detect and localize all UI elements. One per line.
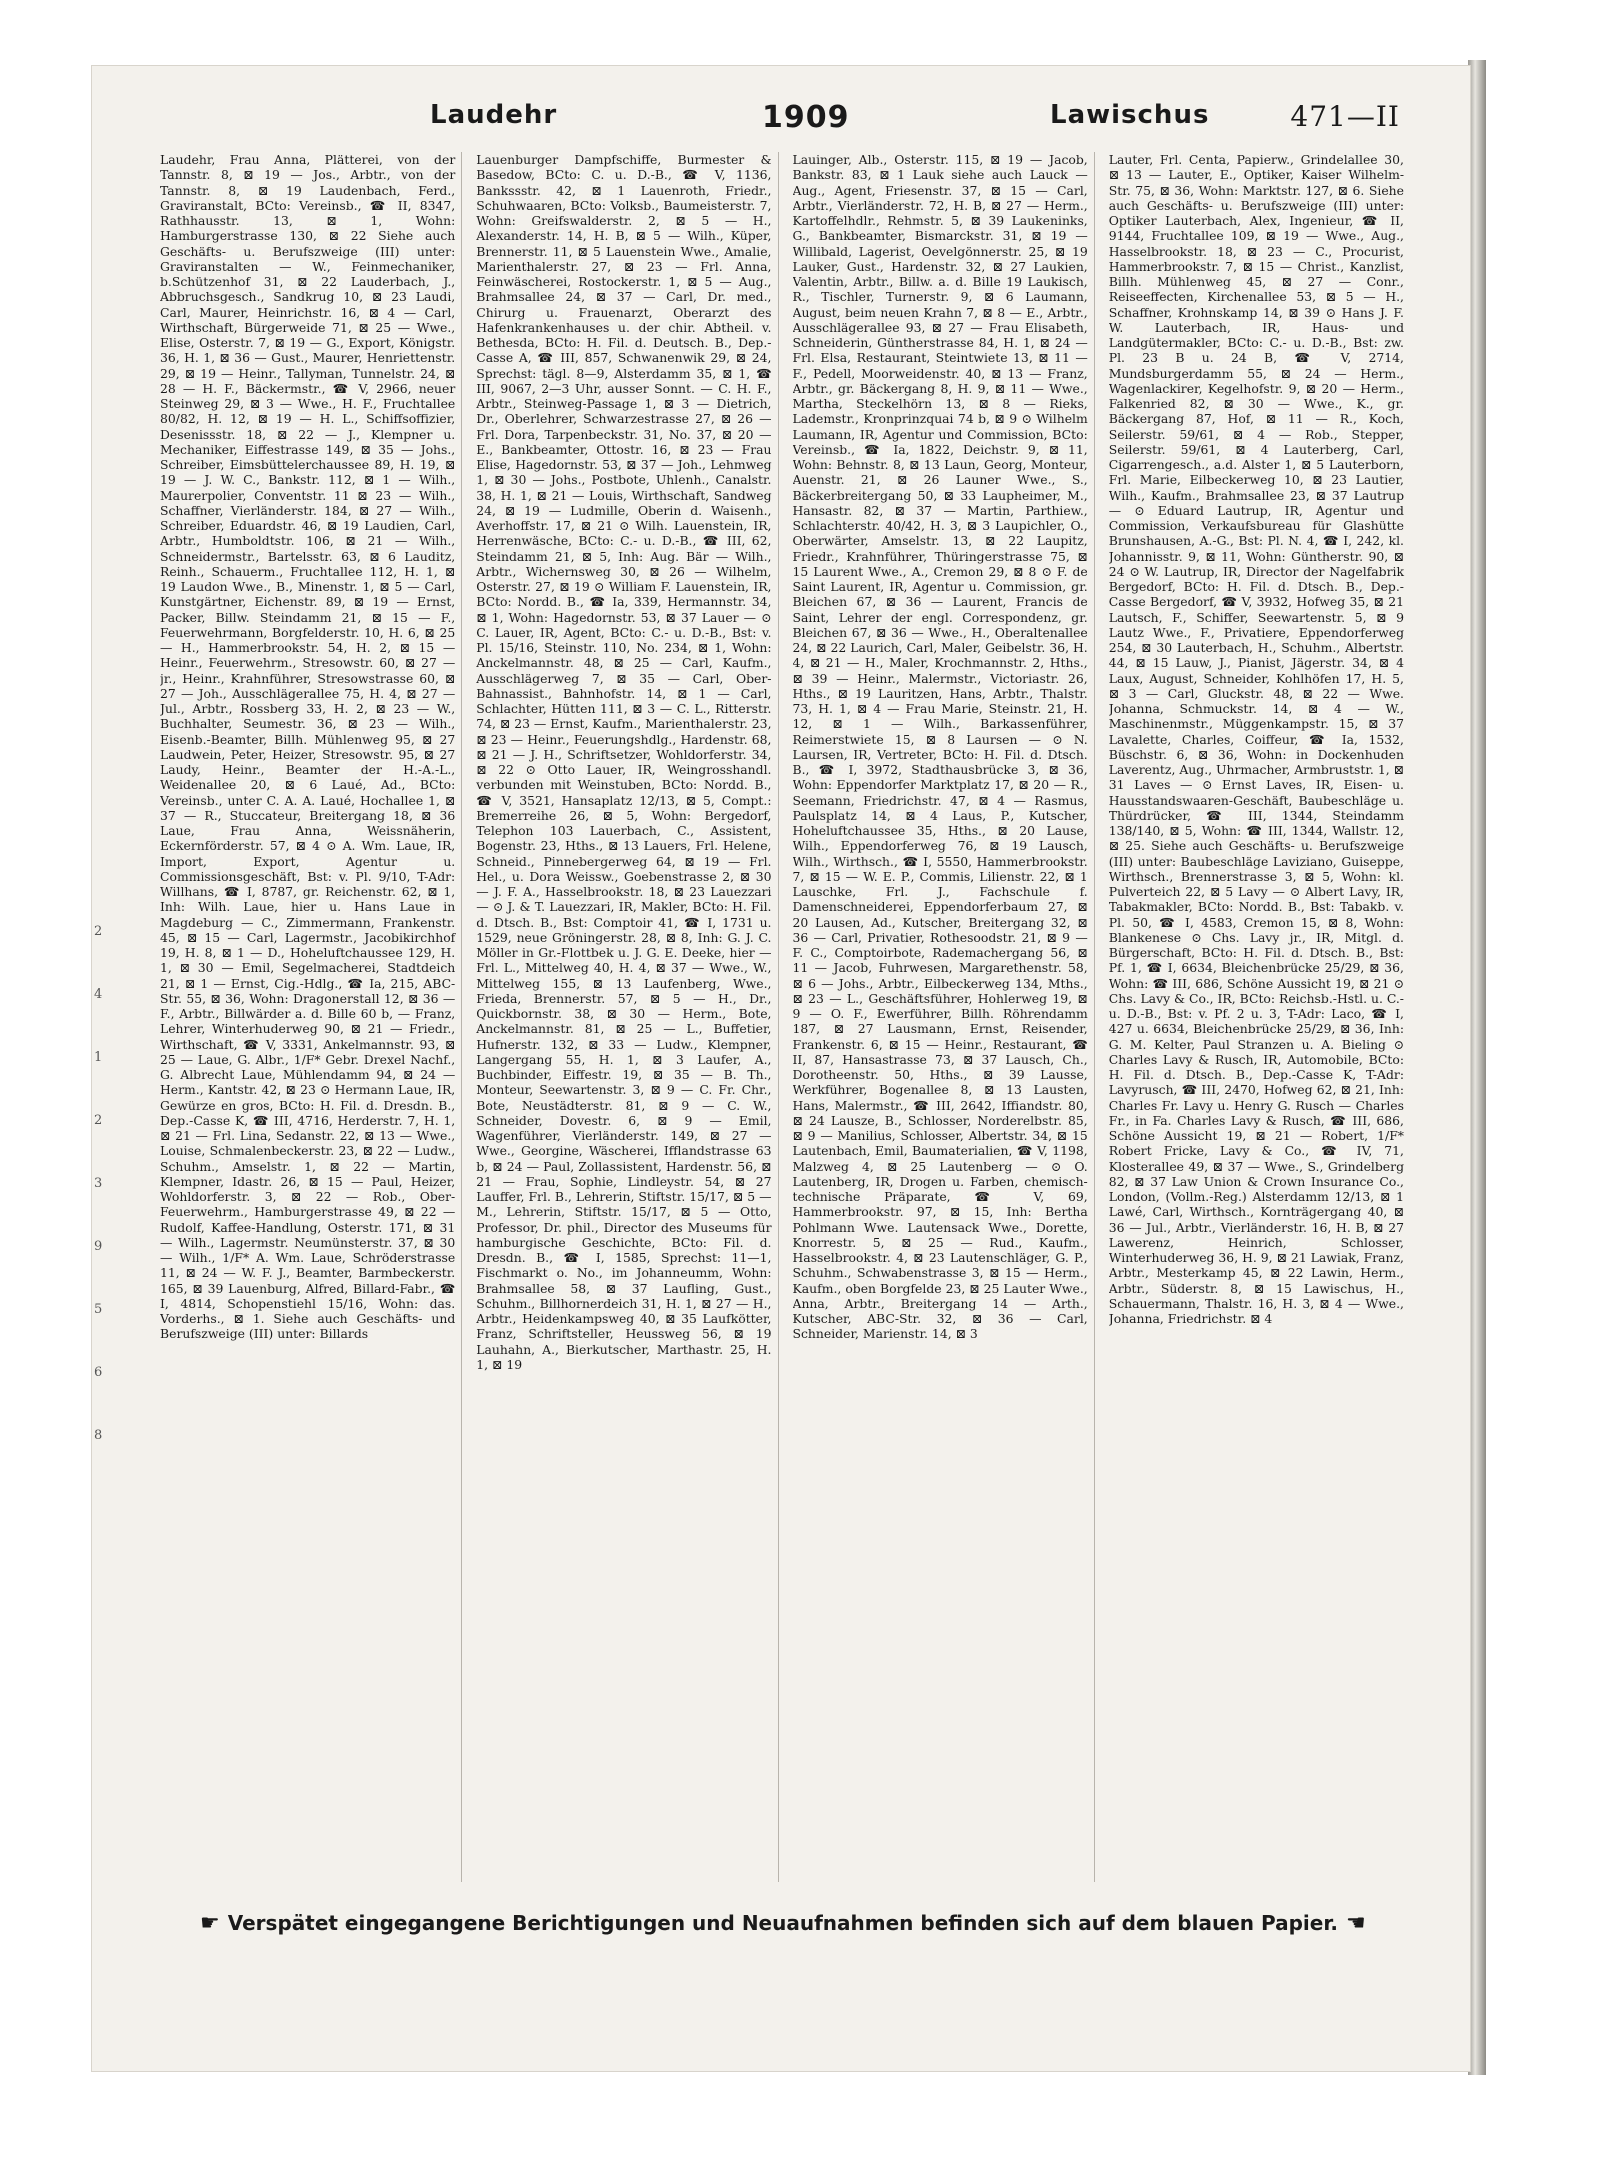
directory-columns (160, 152, 1410, 1882)
margin-mark: 2 (94, 1113, 103, 1128)
column-1-text: Laudehr, Frau Anna, Plätterei, von der Tannstr. 8, ⊠ 19 — Jos., Arbtr., von der Tannstr. 8, ⊠ 19 Laudenbach, Ferd., Graviranstalt, BCto: Vereinsb., ☎ II, 8347, Rathhausstr. 13, ⊠ 1, Wohn: Hamburgerstrasse 130, ⊠ 22 Siehe auch Geschäfts- u. Berufszweige (III) unter: Graviranstalten — W., Feinmechaniker, b.Schützenhof 31, ⊠ 22 Lauderbach, J., Abbruchsgesch., Sandkrug 10, ⊠ 23 Laudi, Carl, Maurer, Heinrichstr. 16, ⊠ 4 — Carl, Wirthschaft, Bürgerweide 71, ⊠ 25 — Wwe., Elise, Osterstr. 7, ⊠ 19 — G., Export, Königstr. 36, H. 1, ⊠ 36 — Gust., Maurer, Henriettenstr. 29, ⊠ 19 — Heinr., Tallyman, Tunnelstr. 24, ⊠ 28 — H. F., Bäckermstr., ☎ V, 2966, neuer Steinweg 29, ⊠ 3 — Wwe., H. F., Fruchtallee 80/82, H. 12, ⊠ 19 — H. L., Schiffsoffizier, Desenissstr. 18, ⊠ 22 — J., Klempner u. Mechaniker, Eiffestrasse 149, ⊠ 35 — Johs., Schreiber, Eimsbüttelerchaussee 89, H. 19, ⊠ 19 — J. W. C., Bankstr. 112, ⊠ 1 — Wilh., Maurerpolier, Conventstr. 11 ⊠ 23 — Wilh., Schaffner, Vierländerstr. 184, ⊠ 27 — Wilh., Schreiber, Eduardstr. 46, ⊠ 19 Laudien, Carl, Arbtr., Humboldtstr. 106, ⊠ 21 — Wilh., Schneidermstr., Bartelsstr. 63, ⊠ 6 Lauditz, Reinh., Schauerm., Fruchtallee 112, H. 1, ⊠ 19 Laudon Wwe., B., Minenstr. 1, ⊠ 5 — Carl, Kunstgärtner, Eichenstr. 89, ⊠ 19 — Ernst, Packer, Billw. Steindamm 21, ⊠ 15 — F., Feuerwehrmann, Borgfelderstr. 10, H. 6, ⊠ 25 — H., Hammerbrookstr. 54, H. 2, ⊠ 15 — Heinr., Feuerwehrm., Stresowstr. 60, ⊠ 27 — jr., Heinr., Krahnführer, Stresowstrasse 60, ⊠ 27 — Joh., Ausschlägerallee 75, H. 4, ⊠ 27 — Jul., Arbtr., Rossberg 33, H. 2, ⊠ 23 — W., Buchhalter, Seumestr. 36, ⊠ 23 — Wilh., Eisenb.-Beamter, Billh. Mühlenweg 95, ⊠ 27 Laudwein, Peter, Heizer, Stresowstr. 95, ⊠ 27 Laudy, Heinr., Beamter der H.-A.-L., Weidenallee 20, ⊠ 6 Laué, Ad., BCto: Vereinsb., unter C. A. A. Laué, Hochallee 1, ⊠ 37 — R., Stuccateur, Breitergang 18, ⊠ 36 Laue, Frau Anna, Weissnäherin, Eckernförderstr. 57, ⊠ 4 ⊙ A. Wm. Laue, IR, Import, Export, Agentur u. Commissionsgeschäft, Bst: v. Pl. 9/10, T-Adr: Willhans, ☎ I, 8787, gr. Reichenstr. 62, ⊠ 1, Inh: Wilh. Laue, hier u. Hans Laue in Magdeburg — C., Zimmermann, Frankenstr. 45, ⊠ 15 — Carl, Lagermstr., Jacobikirchhof 19, H. 8, ⊠ 1 — D., Hoheluftchaussee 129, H. 1, ⊠ 30 — Emil, Segelmacherei, Stadtdeich 21, ⊠ 1 — Ernst, Cig.-Hdlg., ☎ Ia, 215, ABC-Str. 55, ⊠ 36, Wohn: Dragonerstall 12, ⊠ 36 — F., Arbtr., Billwärder a. d. Bille 60 b, — Franz, Lehrer, Winterhuderweg 90, ⊠ 21 — Friedr., Wirthschaft, ☎ V, 3331, Ankelmannstr. 93, ⊠ 25 — Laue, G. Albr., 1/F* Gebr. Drexel Nachf., G. Albrecht Laue, Mühlendamm 94, ⊠ 24 — Herm., Kantstr. 42, ⊠ 23 ⊙ Hermann Laue, IR, Gewürze en gros, BCto: H. Fil. d. Dresdn. B., Dep.-Casse K, ☎ III, 4716, Herderstr. 7, H. 1, ⊠ 21 — Frl. Lina, Sedanstr. 22, ⊠ 13 — Wwe., Louise, Schmalenbeckerstr. 23, ⊠ 22 — Ludw., Schuhm., Amselstr. 1, ⊠ 22 — Martin, Klempner, Idastr. 26, ⊠ 15 — Paul, Heizer, Wohldorferstr. 3, ⊠ 22 — Rob., Ober-Feuerwehrm., Hamburgerstrasse 49, ⊠ 22 — Rudolf, Kaffee-Handlung, Osterstr. 171, ⊠ 31 — Wilh., Lagermstr. Neumünsterstr. 37, ⊠ 30 — Wilh., 1/F* A. Wm. Laue, Schröderstrasse 11, ⊠ 24 — W. F. J., Beamter, Barmbeckerstr. 165, ⊠ 39 Lauenburg, Alfred, Billard-Fabr., ☎ I, 4814, Schopenstiehl 15/16, Wohn: das. Vorderhs., ⊠ 1. Siehe auch Geschäfts- und Berufszweige (III) unter: Billards (160, 152, 456, 1342)
column-2-text: Lauenburger Dampfschiffe, Burmester & Basedow, BCto: C. u. D.-B., ☎ V, 1136, Bankssstr. 42, ⊠ 1 Lauenroth, Friedr., Schuhwaaren, BCto: Volksb., Baumeisterstr. 7, Wohn: Greifswalderstr. 2, ⊠ 5 — H., Alexanderstr. 14, H. B, ⊠ 5 — Wilh., Küper, Brennerstr. 11, ⊠ 5 Lauenstein Wwe., Amalie, Marienthalerstr. 27, ⊠ 23 — Frl. Anna, Feinwäscherei, Rostockerstr. 1, ⊠ 5 — Aug., Brahmsallee 24, ⊠ 37 — Carl, Dr. med., Chirurg u. Frauenarzt, Oberarzt des Hafenkrankenhauses u. der chir. Abtheil. v. Bethesda, BCto: H. Fil. d. Deutsch. B., Dep.-Casse A, ☎ III, 857, Schwanenwik 29, ⊠ 24, Sprechst: tägl. 8—9, Alsterdamm 35, ⊠ 1, ☎ III, 9067, 2—3 Uhr, ausser Sonnt. — C. H. F., Arbtr., Steinweg-Passage 1, ⊠ 3 — Dietrich, Dr., Oberlehrer, Schwarzestrasse 27, ⊠ 26 — Frl. Dora, Tarpenbeckstr. 31, No. 37, ⊠ 20 — E., Bankbeamter, Ottostr. 16, ⊠ 23 — Frau Elise, Hagedornstr. 53, ⊠ 37 — Joh., Lehmweg 1, ⊠ 30 — Johs., Postbote, Uhlenh., Canalstr. 38, H. 1, ⊠ 21 — Louis, Wirthschaft, Sandweg 24, ⊠ 19 — Ludmille, Oberin d. Waisenh., Averhoffstr. 17, ⊠ 21 ⊙ Wilh. Lauenstein, IR, Herrenwäsche, BCto: C.- u. D.-B., ☎ III, 62, Steindamm 21, ⊠ 5, Inh: Aug. Bär — Wilh., Arbtr., Wichernsweg 30, ⊠ 26 — Wilhelm, Osterstr. 27, ⊠ 19 ⊙ William F. Lauenstein, IR, BCto: Nordd. B., ☎ Ia, 339, Hermannstr. 34, ⊠ 1, Wohn: Hagedornstr. 53, ⊠ 37 Lauer — ⊙ C. Lauer, IR, Agent, BCto: C.- u. D.-B., Bst: v. Pl. 15/16, Steinstr. 110, No. 234, ⊠ 1, Wohn: Anckelmannstr. 48, ⊠ 25 — Carl, Kaufm., Ausschlägerweg 7, ⊠ 35 — Carl, Ober-Bahnassist., Bahnhofstr. 14, ⊠ 1 — Carl, Schlachter, Hütten 111, ⊠ 3 — C. L., Ritterstr. 74, ⊠ 23 — Ernst, Kaufm., Marienthalerstr. 23, ⊠ 23 — Heinr., Feuerungshdlg., Hardenstr. 68, ⊠ 21 — J. H., Schriftsetzer, Wohldorferstr. 34, ⊠ 22 ⊙ Otto Lauer, IR, Weingrosshandl. verbunden mit Weinstuben, BCto: Nordd. B., ☎ V, 3521, Hansaplatz 12/13, ⊠ 5, Compt.: Bremerreihe 26, ⊠ 5, Wohn: Bergedorf, Telephon 103 Lauerbach, C., Assistent, Bogenstr. 23, Hths., ⊠ 13 Lauers, Frl. Helene, Schneid., Pinnebergerweg 64, ⊠ 19 — Frl. Hel., u. Dora Weissw., Goebenstrasse 2, ⊠ 30 — J. F. A., Hasselbrookstr. 18, ⊠ 23 Lauezzari — ⊙ J. & T. Lauezzari, IR, Makler, BCto: H. Fil. d. Dtsch. B., Bst: Comptoir 41, ☎ I, 1731 u. 1529, neue Gröningerstr. 28, ⊠ 8, Inh: G. J. C. Möller in Gr.-Flottbek u. J. G. E. Deeke, hier — Frl. L., Mittelweg 40, H. 4, ⊠ 37 — Wwe., W., Mittelweg 155, ⊠ 13 Laufenberg, Wwe., Frieda, Brennerstr. 57, ⊠ 5 — H., Dr., Quickbornstr. 38, ⊠ 30 — Herm., Bote, Anckelmannstr. 81, ⊠ 25 — L., Buffetier, Hufnerstr. 132, ⊠ 33 — Ludw., Klempner, Langergang 55, H. 1, ⊠ 3 Laufer, A., Buchbinder, Eiffestr. 19, ⊠ 35 — B. Th., Monteur, Seewartenstr. 3, ⊠ 9 — C. Fr. Chr., Bote, Neustädterstr. 81, ⊠ 9 — C. W., Schneider, Dovestr. 6, ⊠ 9 — Emil, Wagenführer, Vierländerstr. 149, ⊠ 27 — Wwe., Georgine, Wäscherei, Ifflandstrasse 63 b, ⊠ 24 — Paul, Zollassistent, Hardenstr. 56, ⊠ 21 — Frau, Sophie, Lindleystr. 54, ⊠ 27 Lauffer, Frl. B., Lehrerin, Stiftstr. 15/17, ⊠ 5 — M., Lehrerin, Stiftstr. 15/17, ⊠ 5 — Otto, Professor, Dr. phil., Director des Museums für hamburgische Geschichte, BCto: Fil. d. Dresdn. B., ☎ I, 1585, Sprechst: 11—1, Fischmarkt o. No., im Johanneumm, Wohn: Brahmsallee 58, ⊠ 37 Laufling, Gust., Schuhm., Billhornerdeich 31, H. 1, ⊠ 27 — H., Arbtr., Heidenkampsweg 40, ⊠ 35 Laufkötter, Franz, Schriftsteller, Heussweg 56, ⊠ 19 Lauhahn, A., Bierkutscher, Marthastr. 25, H. 1, ⊠ 19 (476, 152, 772, 1372)
running-header (150, 100, 1400, 140)
margin-mark: 8 (94, 1428, 103, 1443)
page-edge-shadow (1468, 60, 1486, 2075)
page-number: 471—II (1290, 100, 1400, 133)
column-2 (476, 152, 778, 1882)
pointing-hand-icon: ☛ (200, 1910, 220, 1936)
margin-mark: 4 (94, 987, 103, 1002)
left-margin-marks (94, 900, 118, 1467)
margin-mark: 6 (94, 1365, 103, 1380)
margin-mark: 9 (94, 1239, 103, 1254)
footer-text: Verspätet eingegangene Berichtigungen und Neuaufnahmen befinden sich auf dem blauen Papier. (227, 1911, 1338, 1935)
header-left-word: Laudehr (430, 100, 558, 130)
header-year: 1909 (762, 100, 850, 135)
column-3 (793, 152, 1095, 1882)
header-right-word: Lawischus (1050, 100, 1210, 130)
column-4 (1109, 152, 1410, 1882)
column-1 (160, 152, 462, 1882)
footer-notice (200, 1905, 1400, 1941)
margin-mark: 2 (94, 924, 103, 939)
margin-mark: 5 (94, 1302, 103, 1317)
column-4-text: Lauter, Frl. Centa, Papierw., Grindelallee 30, ⊠ 13 — Lauter, E., Optiker, Kaiser Wilhelm-Str. 75, ⊠ 36, Wohn: Marktstr. 127, ⊠ 6. Siehe auch Geschäfts- u. Berufszweige (III) unter: Optiker Lauterbach, Alex, Ingenieur, ☎ II, 9144, Fruchtallee 109, ⊠ 19 — Wwe., Aug., Hasselbrookstr. 18, ⊠ 23 — C., Procurist, Hammerbrookstr. 7, ⊠ 15 — Christ., Kanzlist, Billh. Mühlenweg 45, ⊠ 27 — Conr., Reiseeffecten, Kirchenallee 53, ⊠ 5 — H., Schaffner, Krohnskamp 14, ⊠ 39 ⊙ Hans J. F. W. Lauterbach, IR, Haus- und Landgütermakler, BCto: C.- u. D.-B., Bst: zw. Pl. 23 B u. 24 B, ☎ V, 2714, Mundsburgerdamm 55, ⊠ 24 — Herm., Wagenlackirer, Kegelhofstr. 9, ⊠ 20 — Herm., Falkenried 82, ⊠ 30 — Wwe., K., gr. Bäckergang 87, Hof, ⊠ 11 — R., Koch, Seilerstr. 59/61, ⊠ 4 — Rob., Stepper, Seilerstr. 59/61, ⊠ 4 Lauterberg, Carl, Cigarrengesch., a.d. Alster 1, ⊠ 5 Lauterborn, Frl. Marie, Eilbeckerweg 10, ⊠ 23 Lautier, Wilh., Kaufm., Brahmsallee 23, ⊠ 37 Lautrup — ⊙ Eduard Lautrup, IR, Agentur und Commission, Verkaufsbureau für Glashütte Brunshausen, A.-G., Bst: Pl. N. 4, ☎ I, 242, kl. Johannisstr. 9, ⊠ 11, Wohn: Güntherstr. 90, ⊠ 24 ⊙ W. Lautrup, IR, Director der Nagelfabrik Bergedorf, BCto: H. Fil. d. Dtsch. B., Dep.-Casse Bergedorf, ☎ V, 3932, Hofweg 35, ⊠ 21 Lautsch, F., Schiffer, Seewartenstr. 5, ⊠ 9 Lautz Wwe., F., Privatiere, Eppendorferweg 254, ⊠ 30 Lauterbach, H., Schuhm., Albertstr. 44, ⊠ 15 Lauw, J., Pianist, Jägerstr. 34, ⊠ 4 Laux, August, Schneider, Kohlhöfen 17, H. 5, ⊠ 3 — Carl, Gluckstr. 48, ⊠ 22 — Wwe. Johanna, Schmuckstr. 14, ⊠ 4 — W., Maschinenmstr., Müggenkampstr. 15, ⊠ 37 Lavalette, Charles, Coiffeur, ☎ Ia, 1532, Büschstr. 6, ⊠ 36, Wohn: in Dockenhuden Laverentz, Aug., Uhrmacher, Armbruststr. 1, ⊠ 31 Laves — ⊙ Ernst Laves, IR, Eisen- u. Hausstandswaaren-Geschäft, Baubeschläge u. Thürdrücker, ☎ III, 1344, Steindamm 138/140, ⊠ 5, Wohn: ☎ III, 1344, Wallstr. 12, ⊠ 25. Siehe auch Geschäfts- u. Berufszweige (III) unter: Baubeschläge Laviziano, Guiseppe, Wirthsch., Brennerstrasse 3, ⊠ 5, Wohn: kl. Pulverteich 22, ⊠ 5 Lavy — ⊙ Albert Lavy, IR, Tabakmakler, BCto: Nordd. B., Bst: Tabakb. v. Pl. 50, ☎ I, 4583, Cremon 15, ⊠ 8, Wohn: Blankenese ⊙ Chs. Lavy jr., IR, Mitgl. d. Bürgerschaft, BCto: H. Fil. d. Dtsch. B., Bst: Pf. 1, ☎ I, 6634, Bleichenbrücke 25/29, ⊠ 36, Wohn: ☎ III, 686, Schöne Aussicht 19, ⊠ 21 ⊙ Chs. Lavy & Co., IR, BCto: Reichsb.-Hstl. u. C.- u. D.-B., Bst: v. Pf. 2 u. 3, T-Adr: Laco, ☎ I, 427 u. 6634, Bleichenbrücke 25/29, ⊠ 36, Inh: G. M. Kelter, Paul Stranzen u. A. Bieling ⊙ Charles Lavy & Rusch, IR, Automobile, BCto: H. Fil. d. Dtsch. B., Dep.-Casse K, T-Adr: Lavyrusch, ☎ III, 2470, Hofweg 62, ⊠ 21, Inh: Charles Fr. Lavy u. Henry G. Rusch — Charles Fr., in Fa. Charles Lavy & Rusch, ☎ III, 686, Schöne Aussicht 19, ⊠ 21 — Robert, 1/F* Robert Fricke, Lavy & Co., ☎ IV, 71, Klosterallee 49, ⊠ 37 — Wwe., S., Grindelberg 82, ⊠ 37 Law Union & Crown Insurance Co., London, (Vollm.-Reg.) Alsterdamm 12/13, ⊠ 1 Lawé, Carl, Wirthsch., Kornträgergang 40, ⊠ 36 — Jul., Arbtr., Vierländerstr. 16, H. B, ⊠ 27 Lawerenz, Heinrich, Schlosser, Winterhuderweg 36, H. 9, ⊠ 21 Lawiak, Franz, Arbtr., Mesterkamp 45, ⊠ 22 Lawin, Herm., Arbtr., Süderstr. 8, ⊠ 15 Lawischus, H., Schauermann, Thalstr. 16, H. 3, ⊠ 4 — Wwe., Johanna, Friedrichstr. ⊠ 4 (1108, 152, 1404, 1326)
margin-mark: 3 (94, 1176, 103, 1191)
pointing-hand-left-icon: ☚ (1345, 1910, 1366, 1936)
margin-mark: 1 (94, 1050, 103, 1065)
column-3-text: Lauinger, Alb., Osterstr. 115, ⊠ 19 — Jacob, Bankstr. 83, ⊠ 1 Lauk siehe auch Lauck — Aug., Agent, Friesenstr. 37, ⊠ 15 — Carl, Arbtr., Vierländerstr. 72, H. B, ⊠ 27 — Herm., Kartoffelhdlr., Rehmstr. 5, ⊠ 39 Laukeninks, G., Bankbeamter, Bismarckstr. 31, ⊠ 19 — Willibald, Lagerist, Oevelgönnerstr. 25, ⊠ 19 Lauker, Gust., Hardenstr. 32, ⊠ 27 Laukien, Valentin, Arbtr., Billw. a. d. Bille 19 Laukisch, R., Tischler, Turnerstr. 9, ⊠ 6 Laumann, August, beim neuen Krahn 7, ⊠ 8 — E., Arbtr., Ausschlägerallee 93, ⊠ 27 — Frau Elisabeth, Schneiderin, Güntherstrasse 84, H. 1, ⊠ 24 — Frl. Elsa, Restaurant, Steintwiete 13, ⊠ 11 — F., Pedell, Moorweidenstr. 40, ⊠ 13 — Franz, Arbtr., gr. Bäckergang 8, H. 9, ⊠ 11 — Wwe., Martha, Steckelhörn 13, ⊠ 8 — Rieks, Lademstr., Kronprinzquai 74 b, ⊠ 9 ⊙ Wilhelm Laumann, IR, Agentur und Commission, BCto: Vereinsb., ☎ Ia, 1822, Deichstr. 9, ⊠ 11, Wohn: Behnstr. 8, ⊠ 13 Laun, Georg, Monteur, Auenstr. 21, ⊠ 26 Launer Wwe., S., Bäckerbreitergang 50, ⊠ 33 Laupheimer, M., Hansastr. 82, ⊠ 37 — Martin, Parthiew., Schlachterstr. 40/42, H. 3, ⊠ 3 Laupichler, O., Oberwärter, Amselstr. 13, ⊠ 22 Laupitz, Friedr., Krahnführer, Thüringerstrasse 75, ⊠ 15 Laurent Wwe., A., Cremon 29, ⊠ 8 ⊙ F. de Saint Laurent, IR, Agentur u. Commission, gr. Bleichen 67, ⊠ 36 — Laurent, Francis de Saint, Lehrer der engl. Correspondenz, gr. Bleichen 67, ⊠ 36 — Wwe., H., Oberaltenallee 24, ⊠ 22 Laurich, Carl, Maler, Geibelstr. 36, H. 4, ⊠ 21 — H., Maler, Krochmannstr. 2, Hths., ⊠ 39 — Heinr., Malermstr., Victoriastr. 26, Hths., ⊠ 19 Lauritzen, Hans, Arbtr., Thalstr. 73, H. 1, ⊠ 4 — Frau Marie, Steinstr. 21, H. 12, ⊠ 1 — Wilh., Barkassenführer, Reimerstwiete 15, ⊠ 8 Laursen — ⊙ N. Laursen, IR, Vertreter, BCto: H. Fil. d. Dtsch. B., ☎ I, 3972, Stadthausbrücke 3, ⊠ 36, Wohn: Eppendorfer Marktplatz 17, ⊠ 20 — R., Seemann, Friedrichstr. 47, ⊠ 4 — Rasmus, Paulsplatz 14, ⊠ 4 Laus, P., Kutscher, Hoheluftchaussee 35, Hths., ⊠ 20 Lause, Wilh., Eppendorferweg 76, ⊠ 19 Lausch, Wilh., Wirthsch., ☎ I, 5550, Hammerbrookstr. 7, ⊠ 15 — W. E. P., Commis, Lilienstr. 22, ⊠ 1 Lauschke, Frl. J., Fachschule f. Damenschneiderei, Eppendorferbaum 27, ⊠ 20 Lausen, Ad., Kutscher, Breitergang 32, ⊠ 36 — Carl, Privatier, Rothesoodstr. 21, ⊠ 9 — F. C., Comptoirbote, Rademachergang 56, ⊠ 11 — Jacob, Fuhrwesen, Margarethenstr. 58, ⊠ 6 — Johs., Arbtr., Eilbeckerweg 134, Mths., ⊠ 23 — L., Geschäftsführer, Hohlerweg 19, ⊠ 9 — O. F., Ewerführer, Billh. Röhrendamm 187, ⊠ 27 Lausmann, Ernst, Reisender, Frankenstr. 6, ⊠ 15 — Heinr., Restaurant, ☎ II, 87, Hansastrasse 73, ⊠ 37 Lausch, Ch., Dorotheenstr. 50, Hths., ⊠ 39 Lausse, Werkführer, Bogenallee 8, ⊠ 13 Lausten, Hans, Malermstr., ☎ III, 2642, Iffiandstr. 80, ⊠ 24 Lausze, B., Schlosser, Norderelbstr. 85, ⊠ 9 — Manilius, Schlosser, Albertstr. 34, ⊠ 15 Lautenbach, Emil, Baumaterialien, ☎ V, 1198, Malzweg 4, ⊠ 25 Lautenberg — ⊙ O. Lautenberg, IR, Drogen u. Farben, chemisch-technische Präparate, ☎ V, 69, Hammerbrookstr. 97, ⊠ 15, Inh: Bertha Pohlmann Wwe. Lautensack Wwe., Dorette, Knorrestr. 5, ⊠ 25 — Rud., Kaufm., Hasselbrookstr. 4, ⊠ 23 Lautenschläger, G. P., Schuhm., Schwabenstrasse 3, ⊠ 15 — Herm., Kaufm., oben Borgfelde 23, ⊠ 25 Lauter Wwe., Anna, Arbtr., Breitergang 14 — Arth., Kutscher, ABC-Str. 32, ⊠ 36 — Carl, Schneider, Marienstr. 14, ⊠ 3 (792, 152, 1088, 1342)
